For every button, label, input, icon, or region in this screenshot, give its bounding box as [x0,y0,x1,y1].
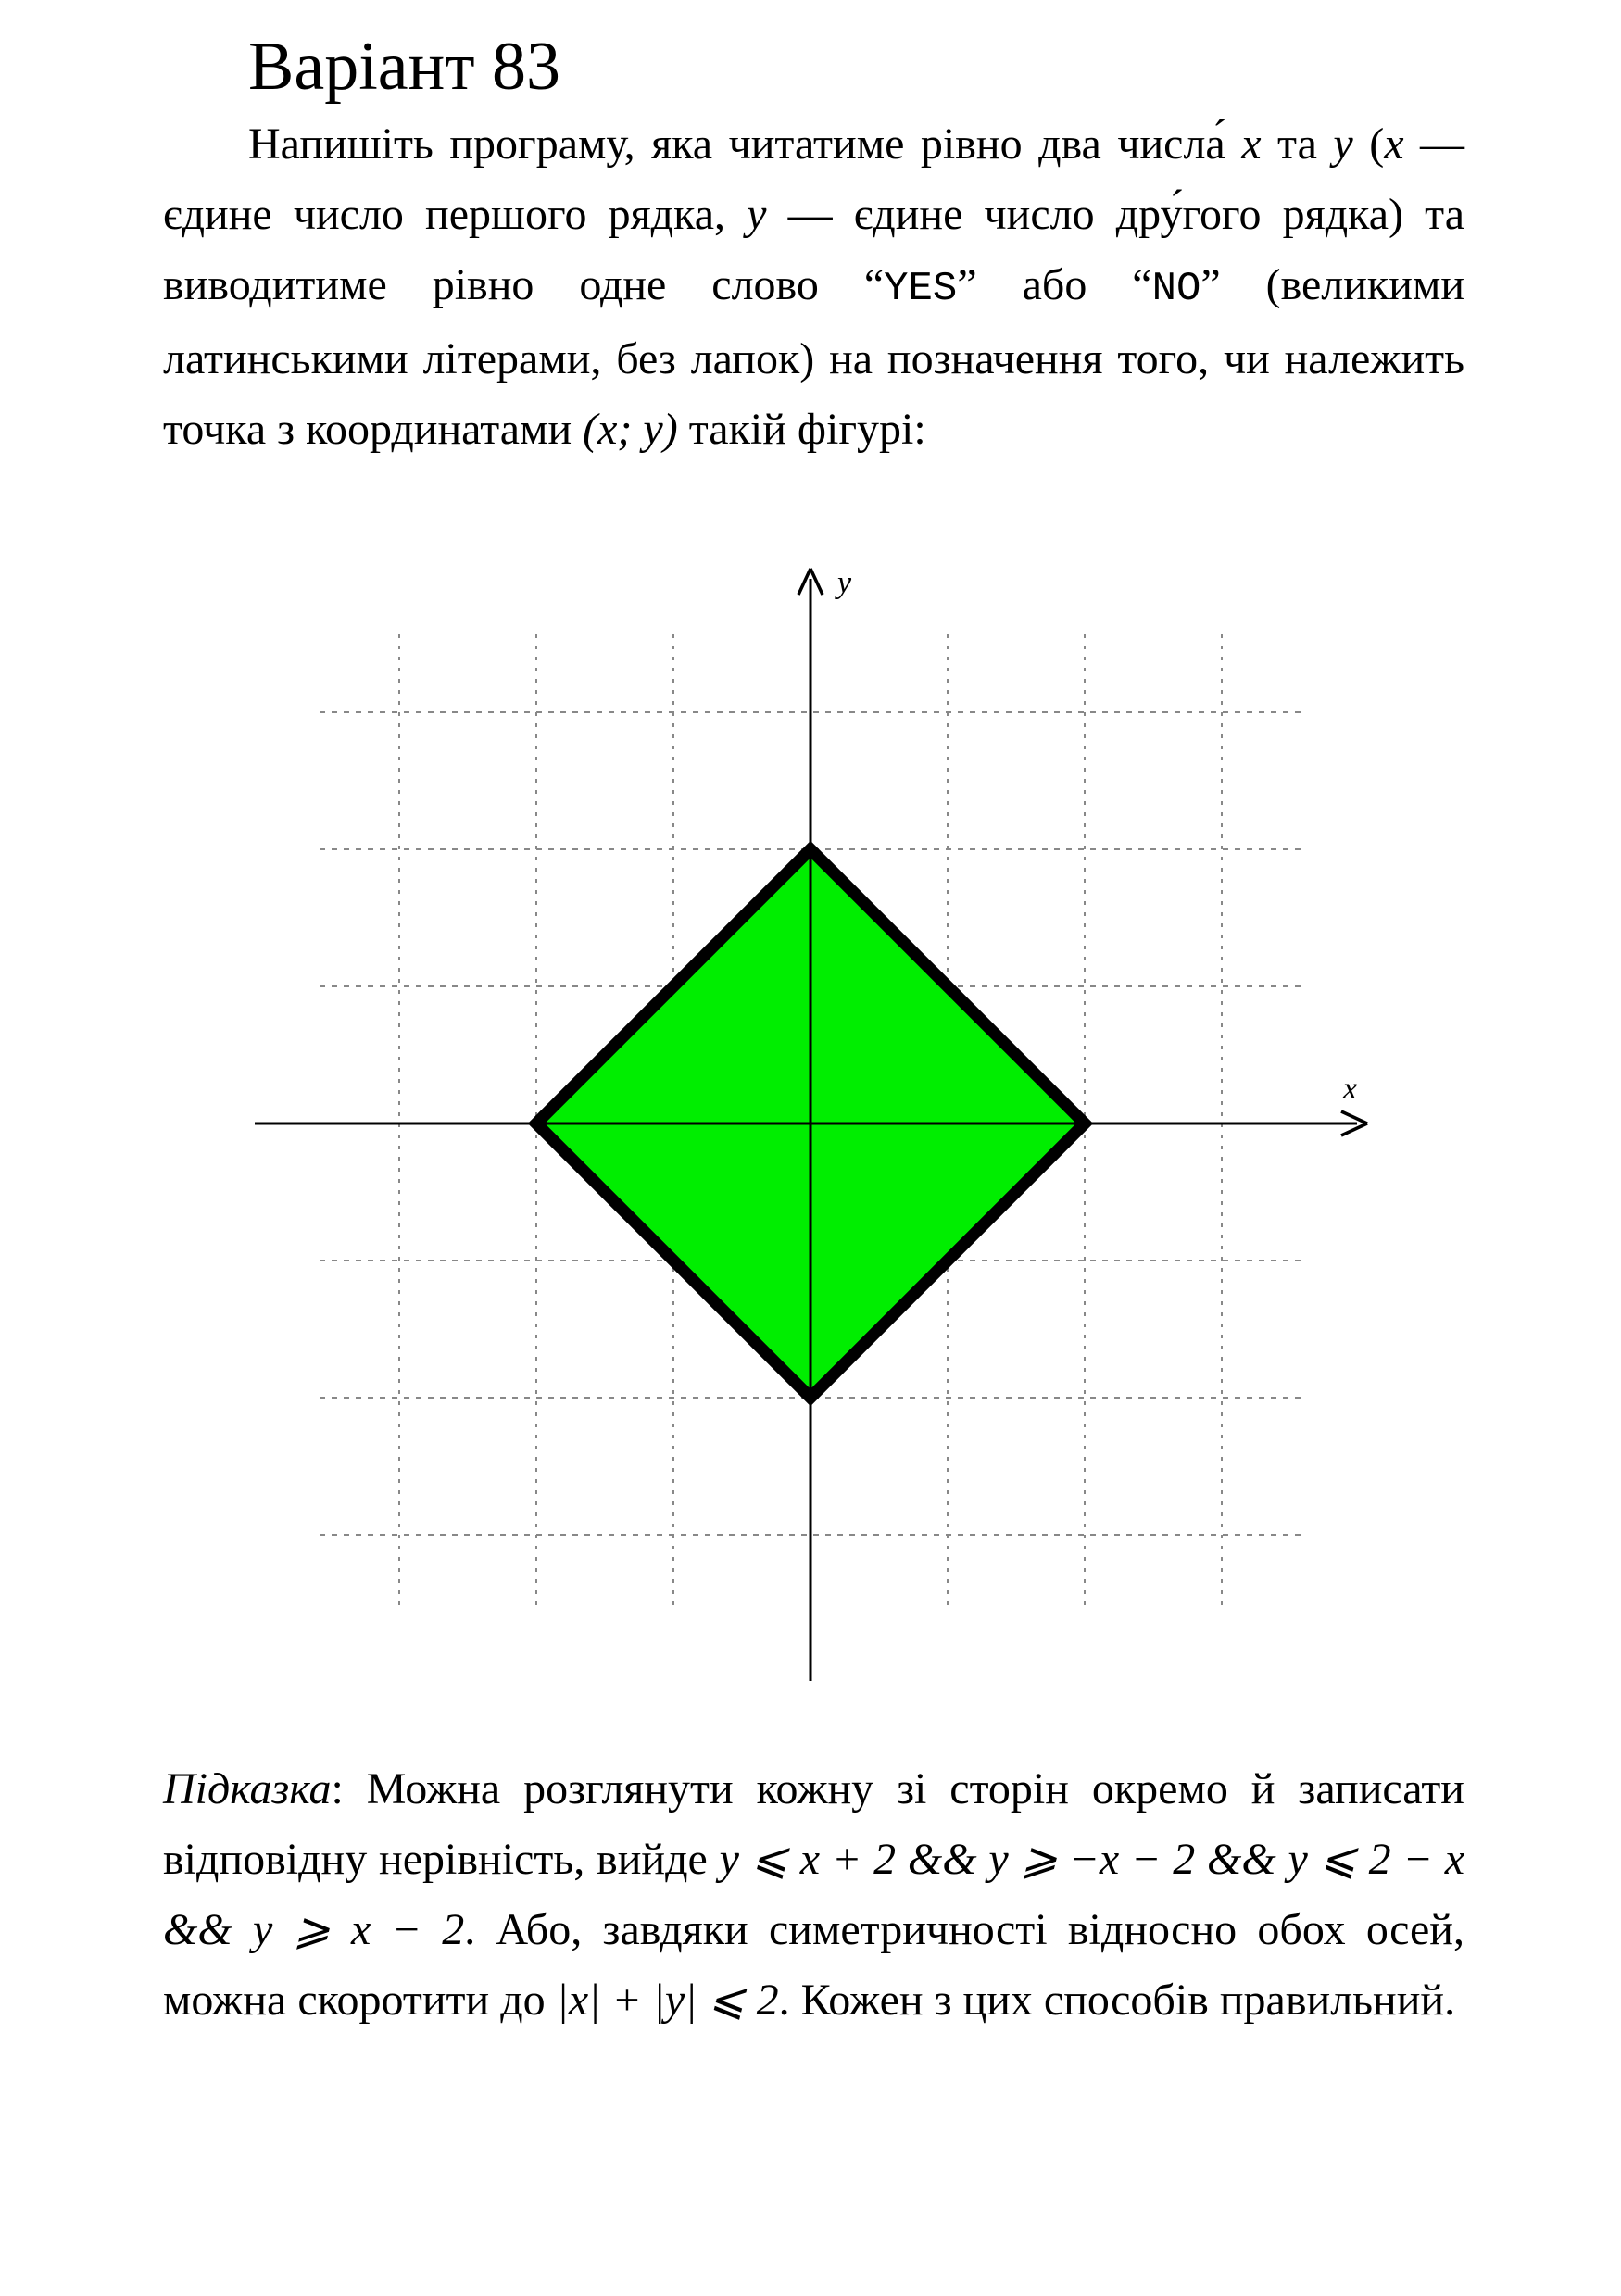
no-word: NO [1151,266,1201,312]
x-axis-label: x [1343,1072,1358,1106]
task-text-2: та [1277,119,1317,169]
yes-word: YES [884,266,958,312]
hint-label: Підказка [163,1764,332,1813]
task-text-5: — єдине число дру́гого рядка) та виводитиме рівно одне слово “ [163,190,1465,309]
task-text-8: такій фігурі: [688,405,926,454]
var-y: y [1333,119,1353,169]
hint-short-inequality: |x| + |y| ⩽ 2 [556,1976,779,2025]
hint-text-3: . Кожен з цих способів правильний. [778,1976,1456,2025]
var-x: x [1241,119,1262,169]
task-text-3: ( [1369,119,1385,169]
hint-text-1: : Можна розглянути кожну зі сторін окремо й записати відповідну нерівність, вийде [163,1764,1464,1884]
task-text-4: — єдине число першого рядка, [163,119,1465,239]
task-text-1: Напишіть програму, яка читатиме рівно два числа́ [248,119,1225,169]
hint-inequalities: y ⩽ x + 2 && y ⩾ −x − 2 && y ⩽ 2 − x && y ⩾ x − 2 [163,1835,1464,1954]
y-axis-label: y [837,566,852,600]
var-x-2: x [1384,119,1404,169]
var-y-2: y [747,190,767,239]
task-text-6: ” або “ [957,260,1152,309]
coord-expression: (x; y) [583,405,678,454]
page-title: Варіант 83 [248,29,561,105]
hint-text-2: . Або, завдяки симетричності відносно обох осей, можна скоротити до [163,1905,1464,2025]
task-text-7: ” (великими латинськими літерами, без лапок) на позначення того, чи належить точка з координатами [163,260,1464,454]
hint-paragraph [163,1754,1464,2036]
